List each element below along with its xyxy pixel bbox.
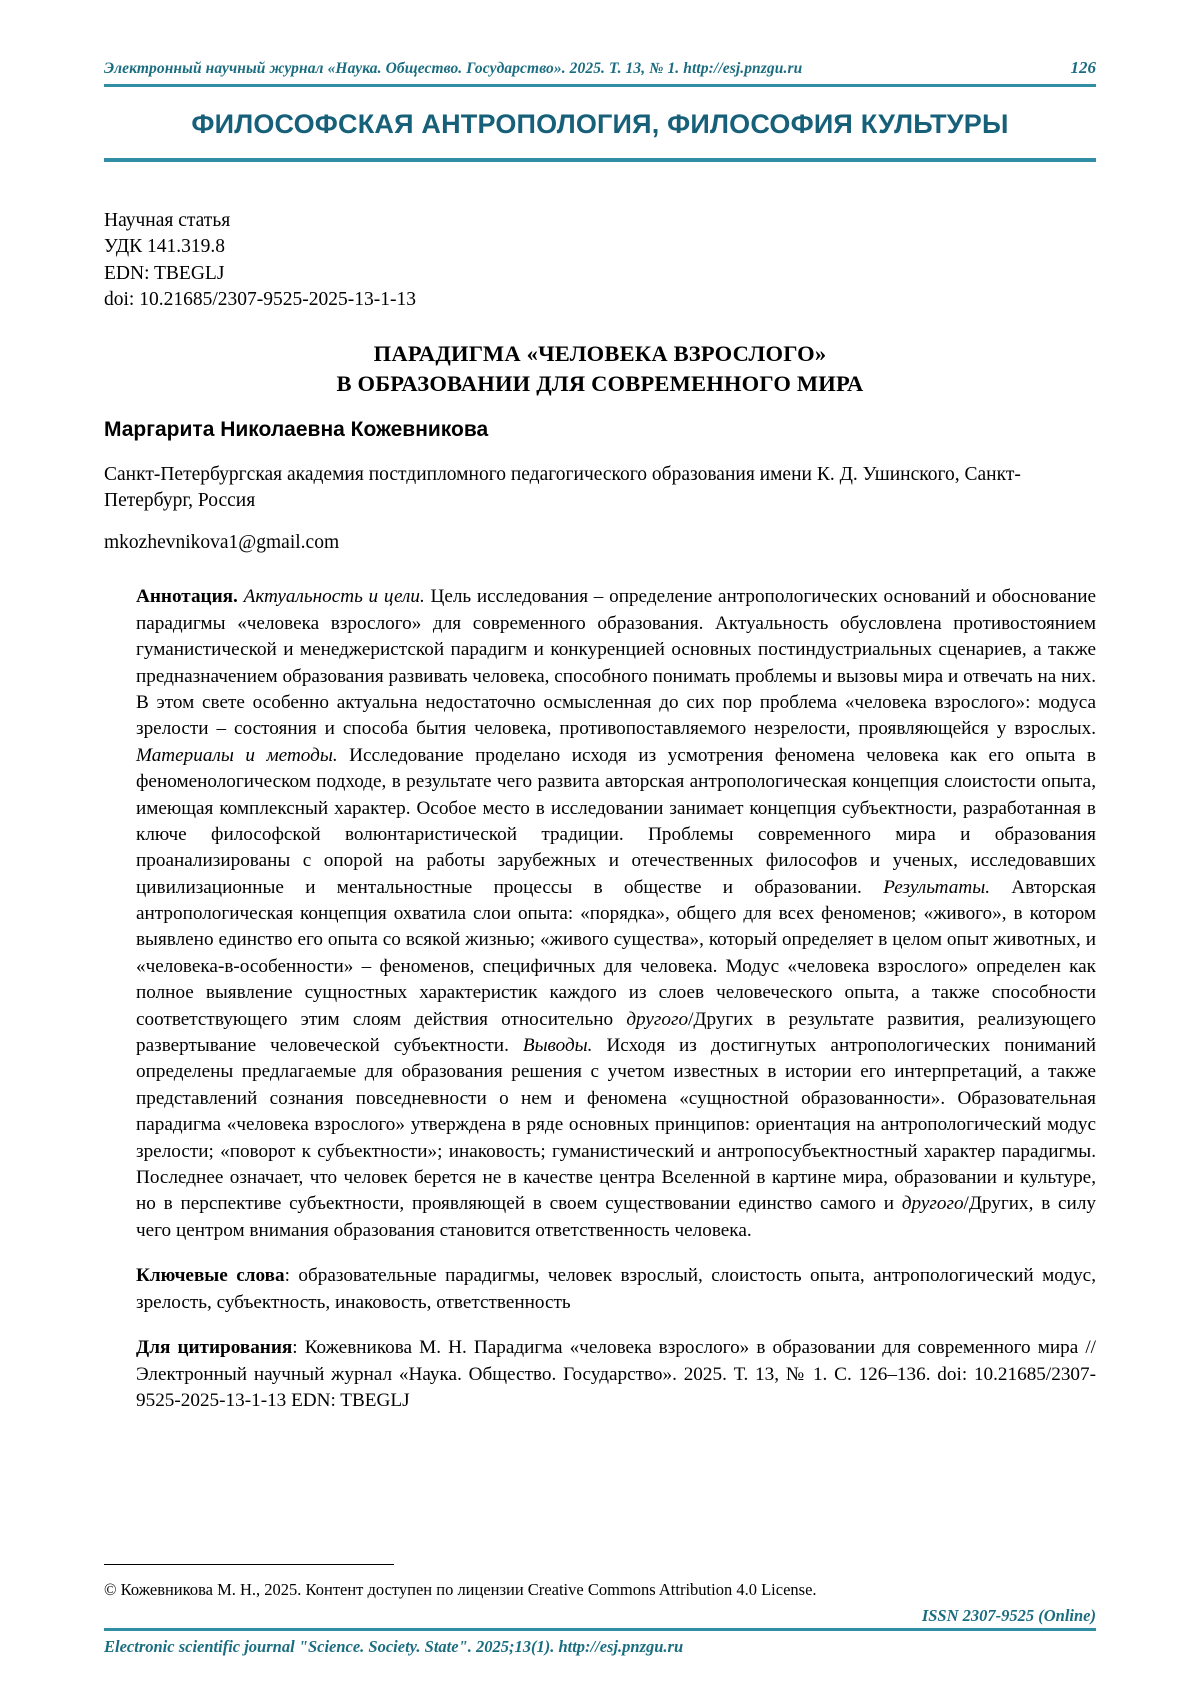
abstract-paragraph-1: Цель исследования – определение антропологических оснований и обоснование парадигмы «человека взрослого» для современного образования. Актуальность обусловлена противостоянием гуманистической и менеджеристской парадигм и конкуренцией основных постиндустриальных сценариев, а также предназначением образования развивать человека, способного понимать проблемы и вызовы мира и отвечать на них. В этом свете особенно актуальна недостаточно осмысленная до сих пор проблема «человека взрослого»: модуса зрелости – состояния и способа бытия человека, противопоставляемого незрелости, проявляющейся у взрослых. (136, 586, 1097, 740)
abstract-paragraph-4: Исходя из достигнутых антропологических пониманий определены предлагаемые для образования решения с учетом известных в истории его интерпретаций, а также представлений сознания повседневности о нем и феномена «сущностной образованности». Образовательная парадигма «человека взрослого» утверждена в ряде основных принципов: ориентация на антропологический модус зрелости; «поворот к субъектности»; инаковость; гуманистический и антропосубъектностный характер парадигмы. Последнее означает, что человек берется не в качестве центра Вселенной в картине мира, образовании и культуре, но в перспективе субъектности, проявляющей в своем существовании единство самого и (136, 1035, 1096, 1215)
article-meta (104, 208, 1096, 313)
section-heading: ФИЛОСОФСКАЯ АНТРОПОЛОГИЯ, ФИЛОСОФИЯ КУЛЬТУРЫ (191, 109, 1009, 139)
running-head-journal: Электронный научный журнал «Наука. Общество. Государство». 2025. Т. 13, № 1. http://esj.pnzgu.ru (104, 60, 803, 77)
abstract-italic-term-2: другого (901, 1193, 964, 1215)
abstract-label: Аннотация. (136, 586, 238, 608)
footer-rule (104, 1628, 1096, 1631)
abstract-text (136, 584, 1096, 1244)
title-line-1: ПАРАДИГМА «ЧЕЛОВЕКА ВЗРОСЛОГО» (373, 341, 827, 367)
page-footer (104, 1606, 1096, 1657)
abstract-subheading-1: Актуальность и цели. (243, 586, 425, 608)
author-email: mkozhevnikova1@gmail.com (104, 532, 340, 554)
udk-code: УДК 141.319.8 (104, 236, 226, 258)
abstract-subheading-4: Выводы. (522, 1035, 593, 1057)
abstract-subheading-2: Материалы и методы. (136, 744, 338, 766)
page-title (104, 339, 1096, 398)
citation-label: Для цитирования (136, 1337, 293, 1359)
keywords-list: : образовательные парадигмы, человек взрослый, слоистость опыта, антропологический модус, зрелость, субъектность, инаковость, ответственность (136, 1265, 1096, 1313)
issn-label: ISSN 2307-9525 (Online) (921, 1606, 1096, 1625)
abstract-italic-term-1: другого (626, 1008, 689, 1030)
author-name: Маргарита Николаевна Кожевникова (104, 417, 489, 441)
footer-journal-en: Electronic scientific journal "Science. Society. State". 2025;13(1). http://esj.pnzgu.ru (104, 1637, 684, 1656)
abstract-subheading-3: Результаты. (883, 876, 991, 898)
keywords-section (136, 1263, 1096, 1316)
abstract-paragraph-3: Авторская антропологическая концепция охватила слои опыта: «порядка», общего для всех феноменов; «живого», в котором выявлено единство его опыта со всякой жизнью; «живого существа», который определяет в целом опыт животных, и «человека-в-особенности» – феноменов, специфичных для человека. Модус «человека взрослого» определен как полное выявление сущностных характеристик каждого из слоев человеческого опыта, а также способности соответствующего этим слоям действия относительно (136, 876, 1096, 1030)
keywords-label: Ключевые слова (136, 1265, 285, 1287)
section-rule (104, 158, 1096, 162)
citation-text: : Кожевникова М. Н. Парадигма «человека взрослого» в образовании для современного мира // Электронный научный журнал «Наука. Общество. Государство». 2025. Т. 13, № 1. С. 126–136. doi: 10.21685/2307-9525-2025-13-1-13 EDN: TBEGLJ (136, 1337, 1096, 1412)
doi-code: doi: 10.21685/2307-9525-2025-13-1-13 (104, 288, 416, 310)
abstract-paragraph-2: Исследование проделано исходя из усмотрения феномена человека как его опыта в феноменологическом подходе, в результате чего развита авторская антропологическая концепция слоистости опыта, имеющая комплексный характер. Особое место в исследовании занимает концепция субъектности, разработанная в ключе философской волюнтаристической традиции. Проблемы современного мира и образования проанализированы с опорой на работы зарубежных и отечественных философов и ученых, исследовавших цивилизационные и ментальностные процессы в обществе и образовании. (136, 744, 1096, 898)
footnote-area (104, 1564, 1096, 1601)
edn-code: EDN: TBEGLJ (104, 262, 225, 284)
abstract-block (136, 584, 1096, 1414)
running-head (104, 58, 1096, 82)
title-line-2: В ОБРАЗОВАНИИ ДЛЯ СОВРЕМЕННОГО МИРА (336, 370, 864, 396)
author-affiliation: Санкт-Петербургская академия постдипломного педагогического образования имени К. Д. Ушинского, Санкт-Петербург, Россия (104, 463, 1021, 512)
article-type: Научная статья (104, 210, 231, 231)
citation-section (136, 1335, 1096, 1414)
footnote-rule (104, 1564, 394, 1565)
abstract-paragraph-3b: /Других в результате развития, реализующего развертывание человеческой субъектности. (136, 1008, 1096, 1057)
copyright-notice: © Кожевникова М. Н., 2025. Контент доступен по лицензии Creative Commons Attribution 4.0 License. (104, 1579, 817, 1599)
page-number: 126 (1070, 58, 1096, 77)
abstract-paragraph-4b: /Других, в силу чего центром внимания образования становится ответственность человека. (136, 1193, 1096, 1241)
